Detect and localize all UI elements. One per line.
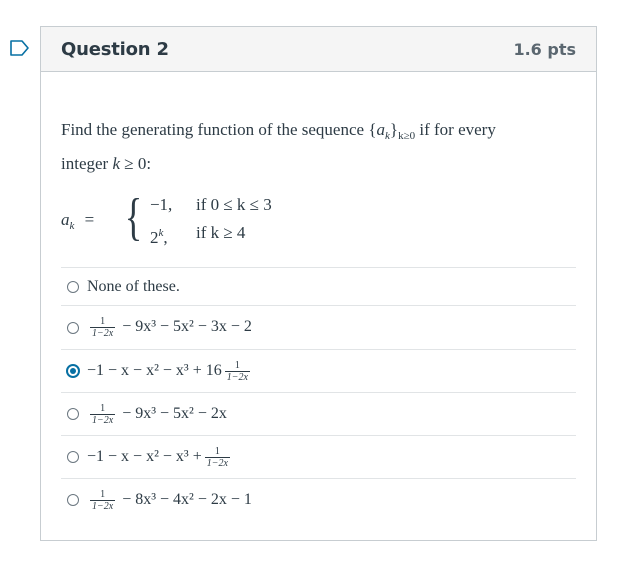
- radio-button[interactable]: [67, 494, 79, 506]
- seq-cond: k≥0: [398, 130, 416, 142]
- fraction: $\frac{1}{1-2x}$: [92, 488, 114, 512]
- flag-question-icon[interactable]: [10, 40, 30, 56]
- question-points: 1.6 pts: [513, 39, 576, 59]
- question-header: [41, 27, 596, 72]
- seq-open: {: [368, 120, 377, 139]
- radio-button-selected[interactable]: [66, 364, 80, 378]
- radio-button[interactable]: [67, 451, 79, 463]
- question-body: [41, 72, 596, 250]
- prompt-text-2-end: ≥ 0:: [120, 154, 152, 173]
- question-card: [40, 26, 597, 541]
- radio-button[interactable]: [67, 281, 79, 293]
- option-expression: $\frac{1}{1-2x}$ − 8x³ − 4x² − 2x − 1: [92, 488, 252, 512]
- fraction: $\frac{1}{1-2x}$: [92, 402, 114, 426]
- option-expression: $\frac{1}{1-2x}$ − 9x³ − 5x² − 3x − 2: [92, 316, 252, 339]
- seq-close: }: [389, 120, 399, 139]
- radio-button[interactable]: [67, 322, 79, 334]
- case2-value: 2$^k$,: [149, 226, 168, 247]
- prompt-text: Find the generating function of the sequence: [61, 120, 369, 139]
- answer-option-1[interactable]: [61, 267, 576, 305]
- option-label: None of these.: [87, 277, 180, 295]
- question-prompt: [61, 116, 576, 178]
- definition-lhs: [61, 210, 121, 232]
- fraction: $\frac{1}{1-2x}$: [226, 359, 248, 383]
- prompt-text-end: if for every: [415, 120, 496, 139]
- radio-button[interactable]: [67, 408, 79, 420]
- equals-sign: =: [84, 210, 95, 229]
- seq-var: a: [376, 120, 385, 139]
- case2-condition: if k ≥ 4: [195, 222, 246, 242]
- option-expression: −1 − x − x² − x³ + $\frac{1}{1-2x}$: [87, 445, 228, 469]
- left-brace: {: [124, 189, 143, 246]
- answer-option-2[interactable]: [61, 305, 576, 349]
- question-title: Question 2: [61, 38, 169, 60]
- option-expression: $\frac{1}{1-2x}$ − 9x³ − 5x² − 2x: [92, 402, 227, 426]
- case1-value: −1,: [149, 194, 173, 214]
- fraction: $\frac{1}{1-2x}$: [206, 445, 228, 469]
- answer-option-6[interactable]: [61, 478, 576, 521]
- prompt-text-2: integer: [61, 154, 113, 173]
- fraction: $\frac{1}{1-2x}$: [92, 316, 114, 339]
- lhs-sub: k: [69, 220, 75, 232]
- definition-cases: [150, 193, 272, 250]
- seq-sub: k: [385, 130, 390, 142]
- lhs-var: a: [61, 210, 70, 229]
- answer-options: [61, 267, 576, 521]
- case1-condition: if 0 ≤ k ≤ 3: [195, 194, 272, 214]
- answer-option-4[interactable]: [61, 392, 576, 435]
- prompt-var-k: k: [112, 154, 120, 173]
- answer-option-3[interactable]: [61, 349, 576, 392]
- option-expression: −1 − x − x² − x³ + 16 $\frac{1}{1-2x}$: [87, 359, 248, 383]
- sequence-definition: [61, 189, 576, 250]
- answer-option-5[interactable]: [61, 435, 576, 478]
